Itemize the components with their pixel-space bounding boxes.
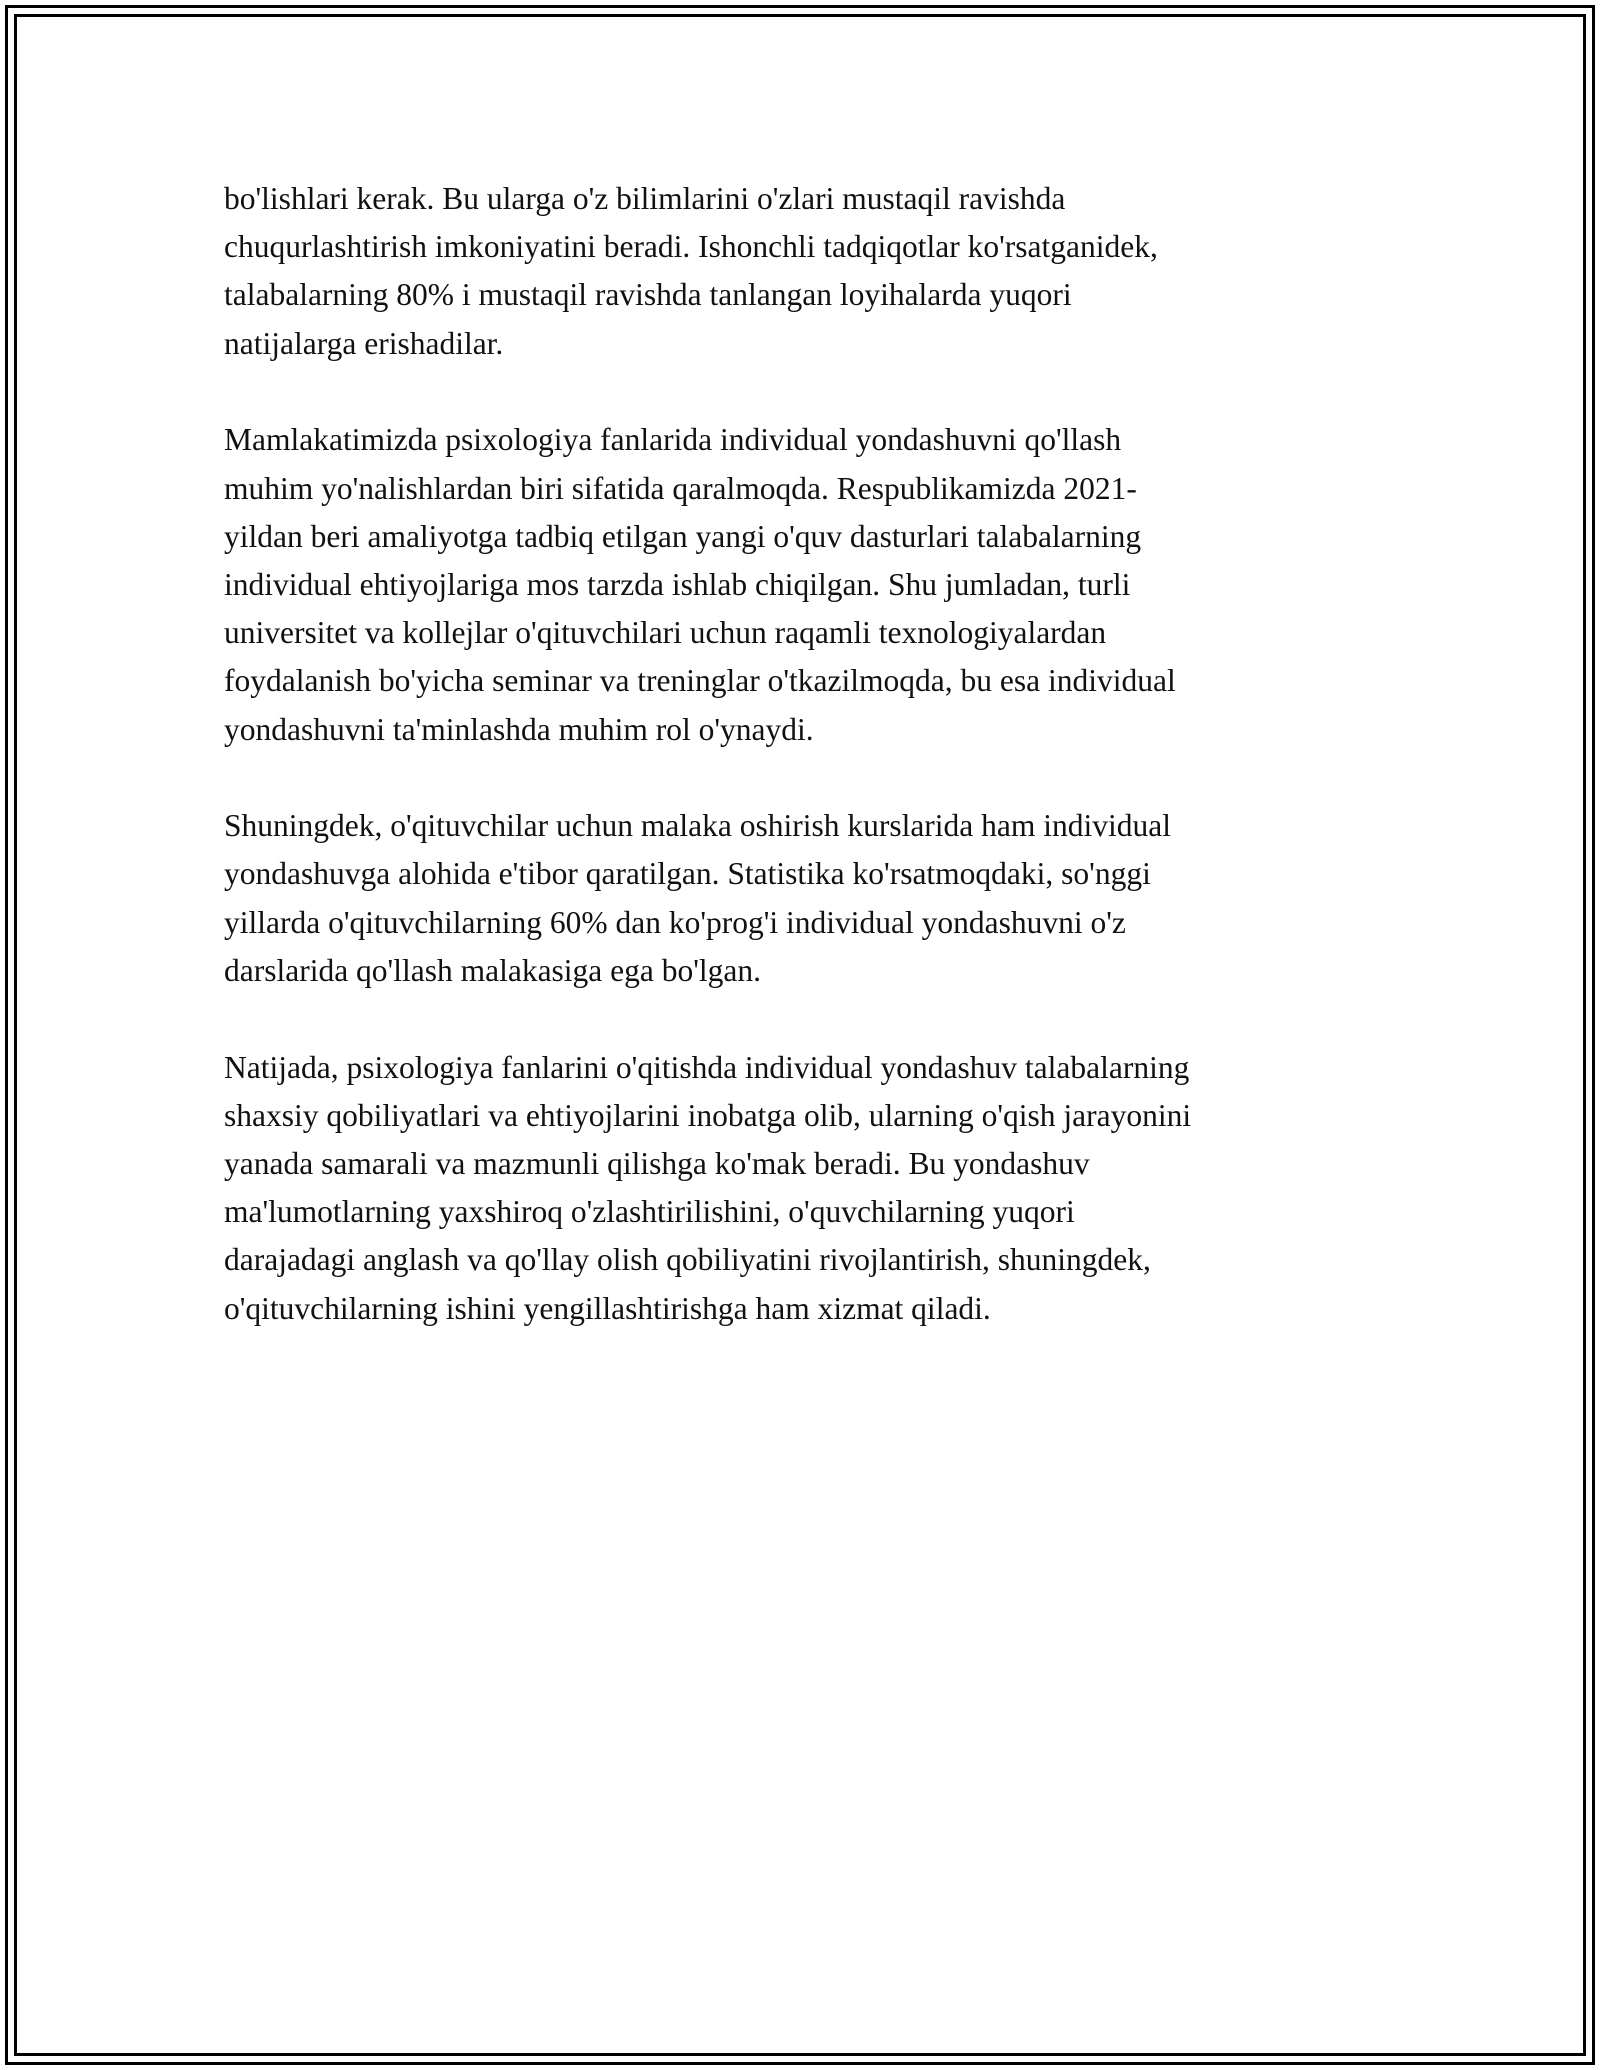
text-line: foydalanish bo'yicha seminar va treninglar o'tkazilmoqda, bu esa individual <box>224 663 1176 699</box>
text-line: darslarida qo'llash malakasiga ega bo'lgan. <box>224 952 762 988</box>
text-line: yillarda o'qituvchilarning 60% dan ko'prog'i individual yondashuvni o'z <box>224 904 1126 940</box>
text-line: bo'lishlari kerak. Bu ularga o'z bilimlarini o'zlari mustaqil ravishda <box>224 181 1066 216</box>
text-line: yanada samarali va mazmunli qilishga ko'mak beradi. Bu yondashuv <box>224 1145 1090 1181</box>
text-line: yondashuvni ta'minlashda muhim rol o'ynaydi. <box>224 711 814 747</box>
text-line: Shuningdek, o'qituvchilar uchun malaka oshirish kurslarida ham individual <box>224 808 1171 844</box>
paragraph-1 <box>224 175 1384 368</box>
document-body <box>224 175 1384 1381</box>
text-line: universitet va kollejlar o'qituvchilari uchun raqamli texnologiyalardan <box>224 615 1107 651</box>
text-line: o'qituvchilarning ishini yengillashtirishga ham xizmat qiladi. <box>224 1290 991 1326</box>
text-line: chuqurlashtirish imkoniyatini beradi. Ishonchli tadqiqotlar ko'rsatganidek, <box>224 229 1158 265</box>
text-line: darajadagi anglash va qo'llay olish qobiliyatini rivojlantirish, shuningdek, <box>224 1242 1151 1278</box>
text-line: Natijada, psixologiya fanlarini o'qitishda individual yondashuv talabalarning <box>224 1049 1190 1085</box>
text-line: individual ehtiyojlariga mos tarzda ishlab chiqilgan. Shu jumladan, turli <box>224 566 1131 602</box>
paragraph-3 <box>224 802 1384 995</box>
paragraph-2 <box>224 416 1384 753</box>
text-line: natijalarga erishadilar. <box>224 325 504 361</box>
paragraph-4 <box>224 1044 1384 1333</box>
text-line: yildan beri amaliyotga tadbiq etilgan yangi o'quv dasturlari talabalarning <box>224 518 1142 554</box>
text-line: talabalarning 80% i mustaqil ravishda tanlangan loyihalarda yuqori <box>224 277 1072 313</box>
text-line: Mamlakatimizda psixologiya fanlarida individual yondashuvni qo'llash <box>224 422 1122 458</box>
text-line: yondashuvga alohida e'tibor qaratilgan. Statistika ko'rsatmoqdaki, so'nggi <box>224 856 1151 892</box>
text-line: shaxsiy qobiliyatlari va ehtiyojlarini inobatga olib, ularning o'qish jarayonini <box>224 1097 1192 1133</box>
text-line: ma'lumotlarning yaxshiroq o'zlashtirilishini, o'quvchilarning yuqori <box>224 1194 1075 1230</box>
text-line: muhim yo'nalishlardan biri sifatida qaralmoqda. Respublikamizda 2021- <box>224 470 1137 506</box>
